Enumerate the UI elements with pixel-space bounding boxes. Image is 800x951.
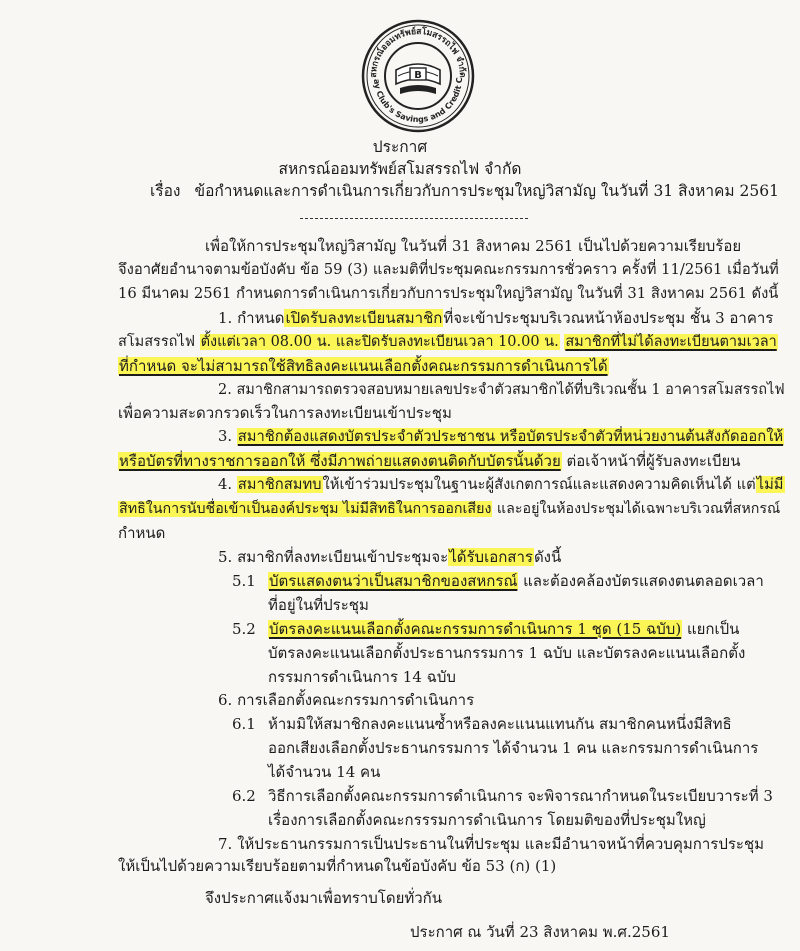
item-7-line-1: 7. ให้ประธานกรรมการเป็นประธานในที่ประชุม และมีอำนาจหน้าที่ควบคุมการประชุม	[218, 835, 765, 853]
cooperative-seal-logo	[360, 18, 476, 134]
item-2-line-2: เพื่อความสะดวกรวดเร็วในการลงทะเบียนเข้าประชุม	[118, 404, 452, 423]
item-6-2-number: 6.2	[232, 787, 256, 806]
highlight-late-members: สมาชิกที่ไม่ได้ลงทะเบียนตามเวลา	[565, 333, 777, 350]
highlight-id-card: สมาชิกต้องแสดงบัตรประจำตัวประชาชน หรือบัตรประจำตัวที่หน่วยงานต้นสังกัดออกให้	[237, 428, 784, 446]
item-5-2-number: 5.2	[232, 619, 256, 638]
svg-text:Railway Club's Savings and Cre: ay Club's Savings and Credit C	[371, 77, 465, 125]
highlight-open-registration: เปิดรับลงทะเบียนสมาชิก	[285, 308, 443, 327]
item-3-number: 3.	[218, 428, 233, 446]
intro-line-3: 16 มีนาคม 2561 กำหนดการดำเนินการเกี่ยวกับการประชุมใหญ่วิสามัญ ในวันที่ 31 สิงหาคม 2561 ดังนี้	[118, 284, 779, 302]
highlight-ballot-set: บัตรลงคะแนนเลือกตั้งคณะกรรมการดำเนินการ 1 ชุด (15 ฉบับ)	[269, 619, 682, 638]
item-6-1-number: 6.1	[232, 715, 256, 734]
highlight-associate-members: สมาชิกสมทบ	[237, 476, 322, 494]
highlight-gov-card: หรือบัตรที่ทางราชการออกให้ ซึ่งมีภาพถ่ายแสดงตนติดกับบัตรนั้นด้วย	[119, 452, 561, 471]
item-2-line-1: 2. สมาชิกสามารถตรวจสอบหมายเลขประจำตัวสมาชิกได้ที่บริเวณชั้น 1 อาคารสโมสรรถไฟ	[218, 381, 785, 398]
item-6-number: 6.	[218, 691, 233, 710]
svg-text:B: B	[414, 70, 422, 81]
item-1-line-1: 1. กำหนดเปิดรับลงทะเบียนสมาชิกที่จะเข้าประชุมบริเวณหน้าห้องประชุม ชั้น 3 อาคาร	[218, 308, 774, 327]
item-3-line-2: หรือบัตรที่ทางราชการออกให้ ซึ่งมีภาพถ่ายแสดงตนติดกับบัตรนั้นด้วย ต่อเจ้าหน้าที่ผู้รับลงทะเบียน	[119, 452, 741, 471]
highlight-registration-time: ตั้งแต่เวลา 08.00 น. และปิดรับลงทะเบียนเวลา 10.00 น.	[200, 333, 559, 350]
organization-name: สหกรณ์ออมทรัพย์สโมสรรถไฟ จำกัด	[278, 160, 522, 178]
item-4-line-2: สิทธิในการนับชื่อเข้าเป็นองค์ประชุม ไม่มีสิทธิในการออกเสียง และอยู่ในห้องประชุมได้เฉพาะบริเวณที่สหกรณ์	[119, 501, 781, 518]
item-3-line-1	[218, 427, 784, 447]
intro-line-2: จึงอาศัยอำนาจตามข้อบังคับ ข้อ 59 (3) และมติที่ประชุมคณะกรรมการชั่วคราว ครั้งที่ 11/2561 เมื่อวันที่	[118, 260, 779, 278]
item-1-line-2: สโมสรรถไฟ ตั้งแต่เวลา 08.00 น. และปิดรับลงทะเบียนเวลา 10.00 น. สมาชิกที่ไม่ได้ลงทะเบียนตามเวลา	[118, 333, 777, 350]
item-5-1-line-2: ที่อยู่ในที่ประชุม	[268, 595, 369, 614]
item-5-number: 5.	[218, 547, 233, 566]
item-5-2-line-3: กรรมการดำเนินการ 14 ฉบับ	[268, 667, 456, 686]
divider	[300, 218, 528, 219]
item-7-line-2: ให้เป็นไปด้วยความเรียบร้อยตามที่กำหนดในข้อบังคับ ข้อ 53 (ก) (1)	[118, 857, 557, 876]
item-6-2-line-1: 6.2 วิธีการเลือกตั้งคณะกรรมการดำเนินการ จะพิจารณากำหนดในระเบียบวาระที่ 3	[232, 787, 773, 806]
highlight-no-quorum-vote: สิทธิในการนับชื่อเข้าเป็นองค์ประชุม ไม่มีสิทธิในการออกเสียง	[119, 501, 492, 518]
signoff-line: ประกาศ ณ วันที่ 23 สิงหาคม พ.ศ.2561	[410, 923, 670, 941]
highlight-no-voting-right: ที่กำหนด จะไม่สามารถใช้สิทธิลงคะแนนเลือกตั้งคณะกรรมการดำเนินการได้	[119, 356, 608, 375]
item-7-number: 7.	[218, 835, 233, 853]
highlight-receive-docs: ได้รับเอกสาร	[449, 547, 533, 566]
closing-line: จึงประกาศแจ้งมาเพื่อทราบโดยทั่วกัน	[205, 889, 443, 907]
intro-line-1: เพื่อให้การประชุมใหญ่วิสามัญ ในวันที่ 31 สิงหาคม 2561 เป็นไปด้วยความเรียบร้อย	[205, 237, 742, 255]
item-5-2-line-2: บัตรลงคะแนนเลือกตั้งประธานกรรมการ 1 ฉบับ และบัตรลงคะแนนเลือกตั้ง	[268, 643, 746, 662]
item-1-line-3	[118, 356, 609, 376]
subject-line	[150, 178, 779, 203]
seal-emblem	[360, 18, 476, 134]
item-5-1-line-1: 5.1 บัตรแสดงตนว่าเป็นสมาชิกของสหกรณ์ และต้องคล้องบัตรแสดงตนตลอดเวลา	[232, 571, 764, 590]
subject-text: ข้อกำหนดและการดำเนินการเกี่ยวกับการประชุมใหญ่วิสามัญ ในวันที่ 31 สิงหาคม 2561	[194, 182, 779, 200]
item-6-1-line-2: ออกเสียงเลือกตั้งประธานกรรมการ ได้จำนวน 1 คน และกรรมการดำเนินการ	[268, 739, 759, 758]
item-6-1-line-3: ได้จำนวน 14 คน	[268, 763, 381, 782]
item-5-2-line-1: 5.2 บัตรลงคะแนนเลือกตั้งคณะกรรมการดำเนินการ 1 ชุด (15 ฉบับ) แยกเป็น	[232, 619, 740, 638]
item-4-line-3: กำหนด	[118, 524, 166, 543]
highlight-member-badge: บัตรแสดงตนว่าเป็นสมาชิกของสหกรณ์	[269, 571, 518, 590]
item-6-2-line-2: เรื่องการเลือกตั้งคณะกรรรมการดำเนินการ โดยมติของที่ประชุมใหญ่	[268, 811, 706, 830]
item-1-number: 1.	[218, 308, 233, 327]
svg-text:สหกรณ์ออมทรัพย์สโมสรรถไฟ จำกัด: สหกรณ์ออมทรัพย์สโมสรรถไฟ จำกัด	[368, 26, 468, 78]
item-5-1-number: 5.1	[232, 571, 256, 590]
item-5-line-1: 5. สมาชิกที่ลงทะเบียนเข้าประชุมจะได้รับเอกสารดังนี้	[218, 547, 562, 566]
subject-label: เรื่อง	[150, 182, 181, 200]
item-4-number: 4.	[218, 476, 233, 494]
item-6-line-1: 6. การเลือกตั้งคณะกรรมการดำเนินการ	[218, 691, 475, 710]
item-6-1-line-1: 6.1 ห้ามมิให้สมาชิกลงคะแนนซ้ำหรือลงคะแนนแทนกัน สมาชิกคนหนึ่งมีสิทธิ	[232, 715, 732, 734]
item-4-line-1: 4. สมาชิกสมทบให้เข้าร่วมประชุมในฐานะผู้สังเกตการณ์และแสดงความคิดเห็นได้ แต่ไม่มี	[218, 476, 784, 494]
item-2-number: 2.	[218, 381, 232, 398]
announcement-heading: ประกาศ	[372, 138, 428, 156]
